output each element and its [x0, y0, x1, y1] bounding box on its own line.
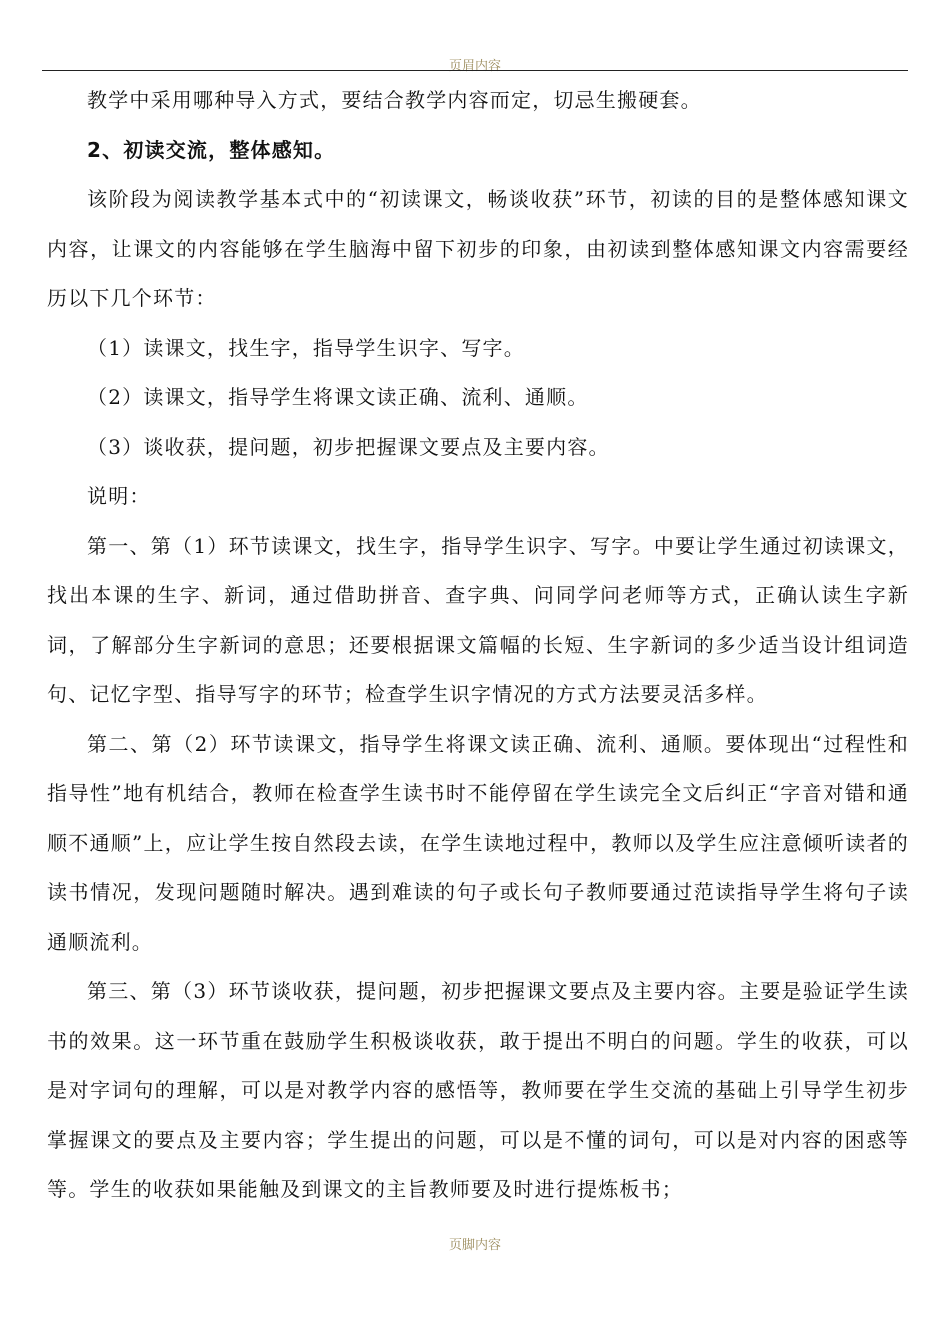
header-rule — [42, 70, 908, 71]
page-header: 页眉内容 — [448, 59, 501, 74]
paragraph-explanation-2: 第二、第（2）环节读课文，指导学生将课文读正确、流利、通顺。要体现出“过程性和指导性”地有机结合，教师在检查学生读书时不能停留在学生读完全文后纠正“字音对错和通顺不通顺”上，应让学生按自然段去读，在学生读地过程中，教师以及学生应注意倾听读者的读书情况，发现问题随时解决。遇到难读的句子或长句子教师要通过范读指导学生将句子读通顺流利。 — [47, 731, 909, 954]
document-body — [47, 76, 909, 1215]
paragraph-intro-method: 教学中采用哪种导入方式，要结合教学内容而定，切忌生搬硬套。 — [87, 88, 702, 112]
paragraph-explanation-3: 第三、第（3）环节谈收获，提问题，初步把握课文要点及主要内容。主要是验证学生读书的效果。这一环节重在鼓励学生积极谈收获，敢于提出不明白的问题。学生的收获，可以是对字词句的理解，可以是对教学内容的感悟等，教师要在学生交流的基础上引导学生初步掌握课文的要点及主要内容；学生提出的问题，可以是不懂的词句，可以是对内容的困惑等等。学生的收获如果能触及到课文的主旨教师要及时进行提炼板书； — [47, 979, 909, 1201]
section-heading: 2、初读交流，整体感知。 — [87, 137, 336, 162]
list-item-step-3: （3）谈收获，提问题，初步把握课文要点及主要内容。 — [87, 434, 610, 459]
paragraph-explanation-1: 第一、第（1）环节读课文，找生字，指导学生识字、写字。中要让学生通过初读课文，找出本课的生字、新词，通过借助拼音、查字典、问同学问老师等方式，正确认读生字新词，了解部分生字新词的意思；还要根据课文篇幅的长短、生字新词的多少适当设计组词造句、记忆字型、指导写字的环节；检查学生识字情况的方式方法要灵活多样。 — [47, 533, 909, 706]
list-item-step-2: （2）读课文，指导学生将课文读正确、流利、通顺。 — [87, 385, 589, 409]
explanation-label: 说明： — [87, 484, 151, 508]
page-footer: 页脚内容 — [448, 1238, 501, 1253]
paragraph-stage-description: 该阶段为阅读教学基本式中的“初读课文，畅谈收获”环节，初读的目的是整体感知课文内容，让课文的内容能够在学生脑海中留下初步的印象，由初读到整体感知课文内容需要经历以下几个环节： — [47, 187, 909, 310]
list-item-step-1: （1）读课文，找生字，指导学生识字、写字。 — [87, 335, 525, 360]
